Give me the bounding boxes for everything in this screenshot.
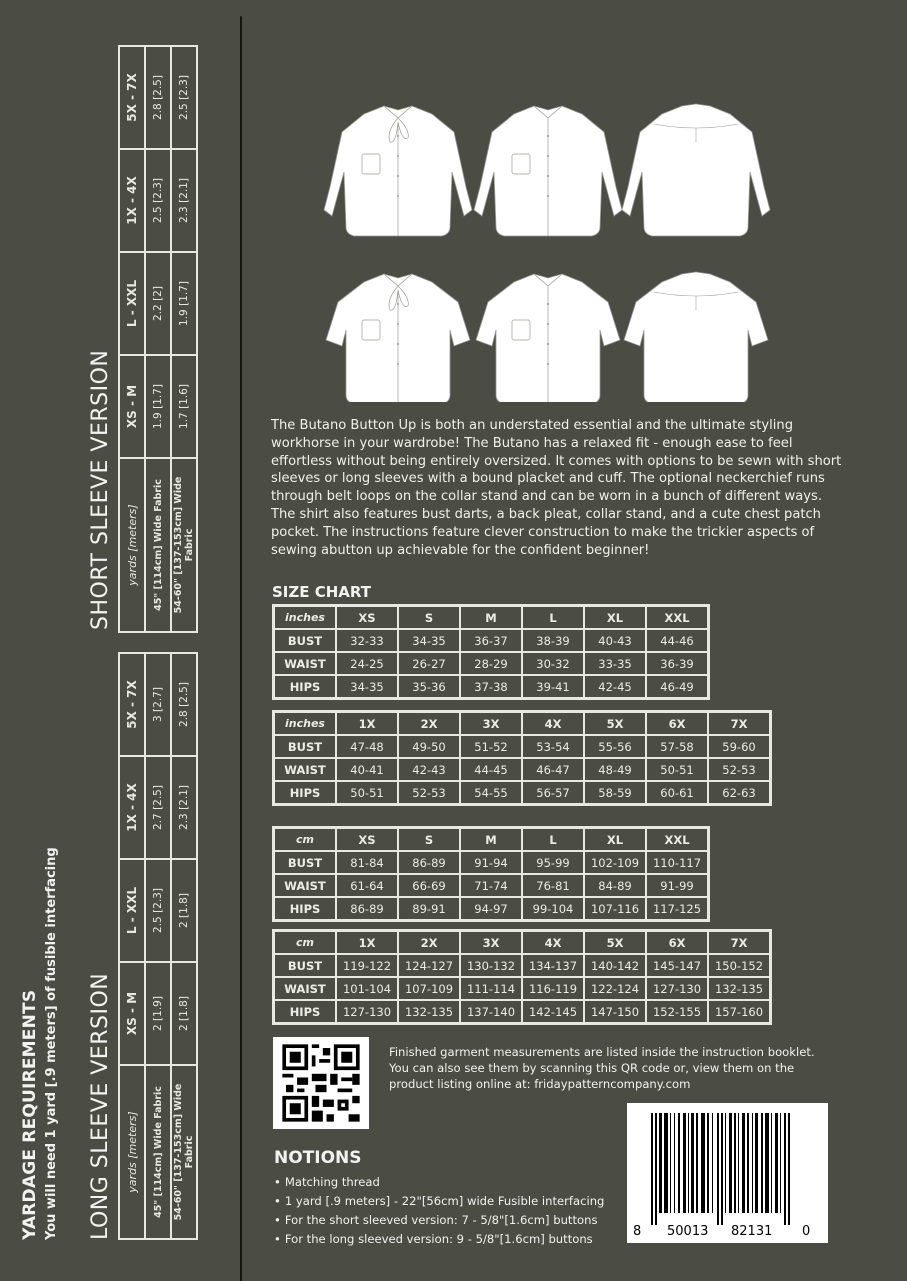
size-header: S	[398, 606, 460, 629]
fold-divider-line	[240, 16, 242, 1281]
measure-cell: 44-46	[646, 629, 708, 652]
measure-cell: 33-35	[584, 652, 646, 675]
measure-cell: 86-89	[398, 851, 460, 874]
size-header: 7X	[708, 931, 770, 954]
measure-cell: 44-45	[460, 758, 522, 781]
size-header: 4X	[522, 931, 584, 954]
measure-cell: 132-135	[708, 977, 770, 1000]
measure-cell: 48-49	[584, 758, 646, 781]
size-header: XXL	[646, 828, 708, 851]
measure-cell: 34-35	[336, 675, 398, 698]
size-header: 6X	[646, 931, 708, 954]
measure-cell: 127-130	[336, 1000, 398, 1023]
size-header: 3X	[460, 712, 522, 735]
shirt-short-neckerchief-front	[326, 274, 470, 402]
measure-label: HIPS	[274, 897, 336, 920]
measure-cell: 150-152	[708, 954, 770, 977]
measure-cell: 26-27	[398, 652, 460, 675]
measure-cell: 76-81	[522, 874, 584, 897]
fabric-width-label: 54-60" [137-153cm] Wide Fabric	[171, 1065, 197, 1239]
measure-cell: 94-97	[460, 897, 522, 920]
measure-cell: 66-69	[398, 874, 460, 897]
size-table-cm-plus	[272, 929, 772, 1025]
short-sleeve-yardage-table	[118, 45, 198, 633]
measure-cell: 47-48	[336, 735, 398, 758]
long-sleeve-yardage-table	[118, 652, 198, 1240]
measure-cell: 59-60	[708, 735, 770, 758]
size-header: L - XXL	[119, 252, 145, 355]
measure-cell: 35-36	[398, 675, 460, 698]
size-header: M	[460, 828, 522, 851]
size-header: L - XXL	[119, 859, 145, 962]
measure-cell: 39-41	[522, 675, 584, 698]
measure-cell: 110-117	[646, 851, 708, 874]
measure-cell: 101-104	[336, 977, 398, 1000]
measure-label: BUST	[274, 954, 336, 977]
fabric-width-label: 45" [114cm] Wide Fabric	[145, 1065, 171, 1239]
yardage-heading: YARDAGE REQUIREMENTS	[20, 989, 40, 1240]
barcode-digit: 82131	[731, 1224, 773, 1239]
qr-code-note: Finished garment measurements are listed inside the instruction booklet. You can also see them by scanning this QR code or, view them on the product listing online at: fridaypatterncompany.com	[389, 1045, 815, 1091]
size-header: L	[522, 828, 584, 851]
yardage-cell: 1.9 [1.7]	[145, 355, 171, 458]
size-header: L	[522, 606, 584, 629]
measure-cell: 132-135	[398, 1000, 460, 1023]
measure-cell: 152-155	[646, 1000, 708, 1023]
measure-cell: 122-124	[584, 977, 646, 1000]
yardage-subheading: You will need 1 yard [.9 meters] of fusible interfacing	[44, 847, 59, 1240]
shirt-long-front	[474, 106, 622, 236]
size-header: XS - M	[119, 355, 145, 458]
long-sleeve-title: LONG SLEEVE VERSION	[88, 972, 113, 1240]
size-header: M	[460, 606, 522, 629]
measure-cell: 147-150	[584, 1000, 646, 1023]
size-header: 6X	[646, 712, 708, 735]
size-header: 1X - 4X	[119, 149, 145, 252]
measure-cell: 119-122	[336, 954, 398, 977]
measure-cell: 54-55	[460, 781, 522, 804]
measure-cell: 24-25	[336, 652, 398, 675]
measure-label: HIPS	[274, 675, 336, 698]
yardage-cell: 3 [2.7]	[145, 653, 171, 756]
yardage-panel	[0, 0, 238, 1281]
measure-cell: 71-74	[460, 874, 522, 897]
measure-cell: 30-32	[522, 652, 584, 675]
shirt-illustrations	[318, 92, 778, 402]
measure-cell: 157-160	[708, 1000, 770, 1023]
shirt-long-neckerchief-front	[324, 106, 472, 236]
size-header: XXL	[646, 606, 708, 629]
notions-list	[274, 1173, 604, 1249]
measure-cell: 56-57	[522, 781, 584, 804]
size-header: XS - M	[119, 962, 145, 1065]
measure-cell: 91-94	[460, 851, 522, 874]
shirt-long-back	[622, 104, 770, 236]
barcode-digit: 0	[802, 1224, 811, 1239]
yardage-cell: 1.7 [1.6]	[171, 355, 197, 458]
measure-cell: 116-119	[522, 977, 584, 1000]
barcode-icon	[627, 1103, 828, 1243]
shirt-short-back	[624, 272, 768, 402]
measure-label: WAIST	[274, 874, 336, 897]
measure-cell: 95-99	[522, 851, 584, 874]
notion-item: • For the short sleeved version: 7 - 5/8"[1.6cm] buttons	[274, 1211, 604, 1230]
measure-cell: 102-109	[584, 851, 646, 874]
measure-cell: 145-147	[646, 954, 708, 977]
fabric-width-label: 54-60" [137-153cm] Wide Fabric	[171, 458, 197, 632]
measure-cell: 55-56	[584, 735, 646, 758]
measure-cell: 91-99	[646, 874, 708, 897]
size-header: 2X	[398, 931, 460, 954]
measure-cell: 38-39	[522, 629, 584, 652]
measure-cell: 61-64	[336, 874, 398, 897]
size-header: 5X - 7X	[119, 46, 145, 149]
fabric-width-label: 45" [114cm] Wide Fabric	[145, 458, 171, 632]
measure-cell: 42-43	[398, 758, 460, 781]
size-header: 3X	[460, 931, 522, 954]
measure-cell: 107-116	[584, 897, 646, 920]
measure-cell: 46-47	[522, 758, 584, 781]
measure-cell: 99-104	[522, 897, 584, 920]
measure-cell: 111-114	[460, 977, 522, 1000]
size-header: XL	[584, 828, 646, 851]
measure-cell: 142-145	[522, 1000, 584, 1023]
size-header: 7X	[708, 712, 770, 735]
notion-item: • Matching thread	[274, 1173, 604, 1192]
measure-cell: 117-125	[646, 897, 708, 920]
size-header: 2X	[398, 712, 460, 735]
size-header: 4X	[522, 712, 584, 735]
measure-cell: 57-58	[646, 735, 708, 758]
unit-label: yards [meters]	[119, 1065, 145, 1239]
size-header: XS	[336, 828, 398, 851]
barcode-digit: 8	[633, 1224, 642, 1239]
measure-cell: 130-132	[460, 954, 522, 977]
measure-cell: 34-35	[398, 629, 460, 652]
measure-label: BUST	[274, 735, 336, 758]
measure-label: WAIST	[274, 652, 336, 675]
measure-label: HIPS	[274, 1000, 336, 1023]
measure-label: BUST	[274, 629, 336, 652]
yardage-cell: 2.3 [2.1]	[171, 756, 197, 859]
qr-code-icon	[273, 1037, 369, 1129]
measure-label: HIPS	[274, 781, 336, 804]
measure-cell: 81-84	[336, 851, 398, 874]
size-header: 1X - 4X	[119, 756, 145, 859]
size-table-inches-standard	[272, 604, 710, 700]
measure-cell: 84-89	[584, 874, 646, 897]
measure-cell: 37-38	[460, 675, 522, 698]
measure-cell: 140-142	[584, 954, 646, 977]
yardage-cell: 2 [1.9]	[145, 962, 171, 1065]
notion-item: • For the long sleeved version: 9 - 5/8"[1.6cm] buttons	[274, 1230, 604, 1249]
yardage-cell: 2.8 [2.5]	[145, 46, 171, 149]
unit-label: cm	[274, 931, 336, 954]
measure-cell: 134-137	[522, 954, 584, 977]
unit-label: inches	[274, 606, 336, 629]
measure-cell: 49-50	[398, 735, 460, 758]
measure-cell: 58-59	[584, 781, 646, 804]
yardage-cell: 2.2 [2]	[145, 252, 171, 355]
measure-cell: 52-53	[708, 758, 770, 781]
size-header: 5X	[584, 931, 646, 954]
short-sleeve-title: SHORT SLEEVE VERSION	[88, 349, 113, 630]
unit-label: yards [meters]	[119, 458, 145, 632]
yardage-cell: 2.3 [2.1]	[171, 149, 197, 252]
measure-label: WAIST	[274, 977, 336, 1000]
measure-cell: 36-39	[646, 652, 708, 675]
measure-cell: 36-37	[460, 629, 522, 652]
measure-cell: 86-89	[336, 897, 398, 920]
measure-cell: 62-63	[708, 781, 770, 804]
yardage-cell: 2.5 [2.3]	[171, 46, 197, 149]
size-header: S	[398, 828, 460, 851]
measure-cell: 50-51	[646, 758, 708, 781]
measure-cell: 124-127	[398, 954, 460, 977]
barcode	[627, 1103, 828, 1243]
measure-cell: 32-33	[336, 629, 398, 652]
measure-cell: 40-43	[584, 629, 646, 652]
unit-label: inches	[274, 712, 336, 735]
measure-cell: 40-41	[336, 758, 398, 781]
yardage-cell: 1.9 [1.7]	[171, 252, 197, 355]
yardage-cell: 2 [1.8]	[171, 859, 197, 962]
yardage-cell: 2.5 [2.3]	[145, 859, 171, 962]
measure-cell: 53-54	[522, 735, 584, 758]
size-header: 1X	[336, 712, 398, 735]
measure-cell: 89-91	[398, 897, 460, 920]
barcode-digit: 50013	[667, 1224, 709, 1239]
size-header: XS	[336, 606, 398, 629]
size-header: 5X - 7X	[119, 653, 145, 756]
pattern-description: The Butano Button Up is both an understated essential and the ultimate styling workhorse in your wardrobe! The Butano has a relaxed fit - enough ease to feel effortless without being entirely oversized. It comes with options to be sewn with short sleeves or long sleeves with a bound placket and cuff. The optional neckerchief runs through belt loops on the collar stand and can be worn in a bunch of different ways. The shirt also features bust darts, a back pleat, collar stand, and a cute chest patch pocket. The instructions feature clever construction to make the trickier aspects of sewing abutton up achievable for the confident beginner!	[271, 418, 842, 558]
measure-cell: 107-109	[398, 977, 460, 1000]
qr-code[interactable]	[273, 1037, 369, 1129]
size-header: 1X	[336, 931, 398, 954]
yardage-cell: 2.7 [2.5]	[145, 756, 171, 859]
measure-label: WAIST	[274, 758, 336, 781]
notions-title: NOTIONS	[274, 1148, 362, 1168]
notion-item: • 1 yard [.9 meters] - 22"[56cm] wide Fusible interfacing	[274, 1192, 604, 1211]
measure-cell: 127-130	[646, 977, 708, 1000]
size-table-inches-plus	[272, 710, 772, 806]
measure-cell: 42-45	[584, 675, 646, 698]
measure-cell: 60-61	[646, 781, 708, 804]
size-header: 5X	[584, 712, 646, 735]
size-table-cm-standard	[272, 826, 710, 922]
measure-cell: 52-53	[398, 781, 460, 804]
unit-label: cm	[274, 828, 336, 851]
measure-cell: 50-51	[336, 781, 398, 804]
yardage-cell: 2.8 [2.5]	[171, 653, 197, 756]
measure-cell: 28-29	[460, 652, 522, 675]
size-header: XL	[584, 606, 646, 629]
measure-cell: 46-49	[646, 675, 708, 698]
measure-cell: 137-140	[460, 1000, 522, 1023]
size-chart-title: SIZE CHART	[272, 583, 372, 601]
measure-cell: 51-52	[460, 735, 522, 758]
measure-label: BUST	[274, 851, 336, 874]
shirt-short-front	[476, 274, 620, 402]
yardage-cell: 2 [1.8]	[171, 962, 197, 1065]
yardage-cell: 2.5 [2.3]	[145, 149, 171, 252]
